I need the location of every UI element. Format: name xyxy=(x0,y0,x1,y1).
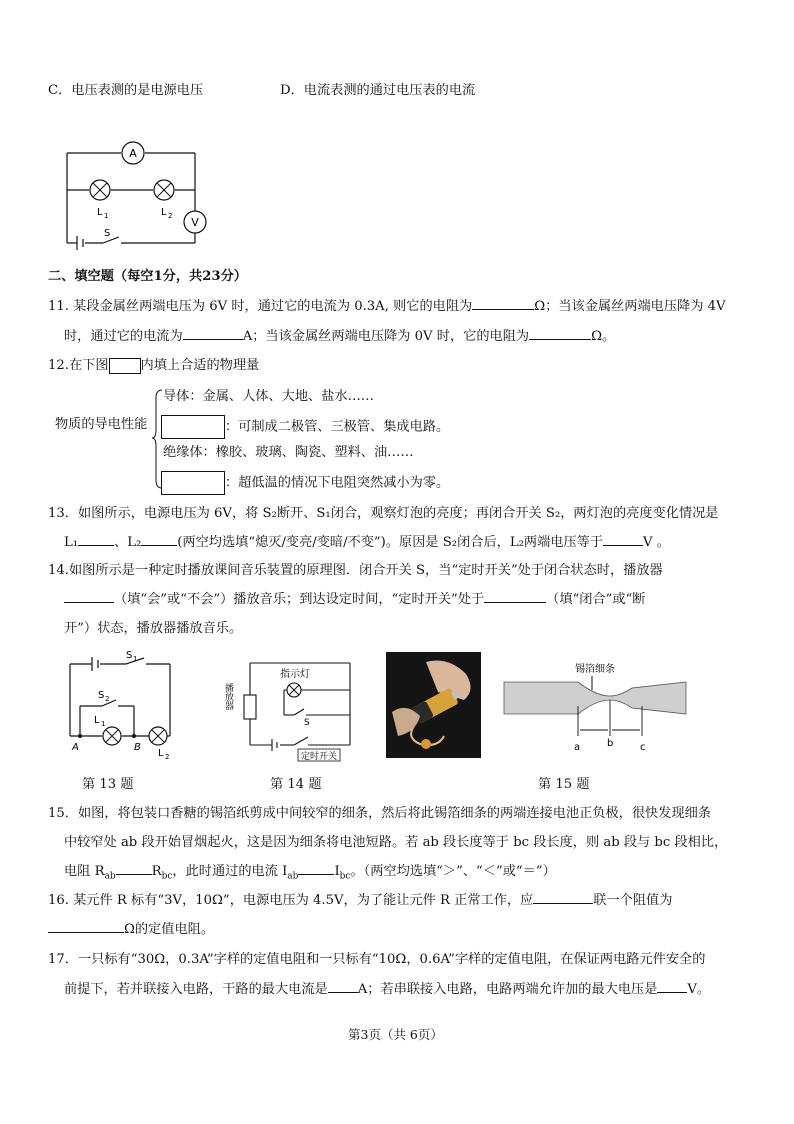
q12-branch-1: 导体：金属、人体、大地、盐水…… xyxy=(163,389,374,404)
question-13-line1: 13．如图所示，电源电压为 6V，将 S₂断开、S₁闭合，观察灯泡的亮度；再闭合开关 S₂，两灯泡的亮度变化情况是 xyxy=(48,506,719,521)
q12-box-2 xyxy=(161,471,225,495)
lamp2-label-sub: 2 xyxy=(168,212,173,220)
fig13-l2-sub: 2 xyxy=(165,753,170,761)
question-17-line1: 17．一只标有“30Ω，0.3A”字样的定值电阻和一只标有“10Ω，0.6A”字样的定值电阻，在保证两电路元件安全的 xyxy=(48,952,706,967)
q11-blank-2 xyxy=(183,339,243,340)
question-15-line1: 15．如图，将包装口香糖的锡箔纸剪成中间较窄的细条，然后将此锡箔细条的两端连接电池正负极，很快发现细条 xyxy=(48,806,711,821)
battery-foil-photo xyxy=(386,652,481,758)
fig13-lamp1-icon xyxy=(103,727,121,745)
question-11-line1: 11. 某段金属丝两端电压为 6V 时，通过它的电流为 0.3A, 则它的电阻为 Ω；当该金属丝两端电压降为 4V xyxy=(48,299,726,314)
figure-13-circuit xyxy=(62,650,192,760)
option-c: C．电压表测的是电源电压 xyxy=(48,83,204,98)
fig13-point-a: A xyxy=(72,742,79,753)
q16-blank-1 xyxy=(533,903,593,904)
q13-blank-1 xyxy=(78,545,114,546)
q13-blank-3 xyxy=(603,545,643,546)
figure-15-foil-strip xyxy=(500,660,690,755)
fig15-point-b: b xyxy=(607,738,614,749)
q12-root: 物质的导电性能 xyxy=(55,417,148,432)
q15-blank-2 xyxy=(298,874,334,875)
question-14-line2: （填“会”或“不会”）播放音乐；到达设定时间，“定时开关”处于 （填“闭合”或“断 xyxy=(64,591,646,609)
fig15-foil-label: 锡箔细条 xyxy=(575,664,615,675)
q12-box-sample xyxy=(109,358,141,374)
voltmeter-icon xyxy=(184,211,206,233)
fig14-s-label: S xyxy=(304,718,310,728)
figure-15-caption: 第 15 题 xyxy=(538,777,590,792)
question-15-line3: 电阻 $R_{ab}$ $R_{bc}$，此时通过的电流 $I_{ab}$ $I_{bc}$。（两空均选填“＞”、“＜”或“＝”） xyxy=(64,864,556,882)
figure-13-caption: 第 13 题 xyxy=(82,777,134,792)
fig13-l1-sub: 1 xyxy=(101,720,106,728)
question-16-line2: Ω的定值电阻。 xyxy=(48,921,214,939)
q17-blank-1 xyxy=(328,992,358,993)
fig13-s1-sub: 1 xyxy=(133,655,138,663)
q17-blank-2 xyxy=(657,992,687,993)
fig13-s2-label: S xyxy=(98,690,105,701)
fig15-point-c: c xyxy=(640,742,646,753)
q12-branch-3: 绝缘体：橡胶、玻璃、陶瓷、塑料、油…… xyxy=(163,445,414,460)
question-11-line2: 时，通过它的电流为 A；当该金属丝两端电压降为 0V 时，它的电阻为 Ω。 xyxy=(64,329,616,344)
fig14-player-label: 播放器 xyxy=(223,683,233,710)
question-14-line1: 14.如图所示是一种定时播放课间音乐装置的原理图．闭合开关 S，当“定时开关”处于闭合状态时，播放器 xyxy=(48,563,663,578)
q12-box-1 xyxy=(161,415,225,439)
question-14-line3: 开”）状态，播放器播放音乐。 xyxy=(64,621,243,636)
q11-blank-3 xyxy=(529,339,591,340)
fig14-timer-label: 定时开关 xyxy=(301,752,338,762)
svg-text:V: V xyxy=(191,216,199,229)
fig14-lamp-label: 指示灯 xyxy=(280,669,310,680)
lamp1-label: L xyxy=(97,207,103,218)
lamp2-icon xyxy=(154,180,174,200)
fig15-point-a: a xyxy=(574,742,581,753)
q15-blank-1 xyxy=(116,874,152,875)
q16-blank-2 xyxy=(48,932,124,933)
switch-label: S xyxy=(104,228,111,239)
q12-branch-4: ：超低温的情况下电阻突然减小为零。 xyxy=(161,471,449,495)
figure-14-caption: 第 14 题 xyxy=(270,777,322,792)
fig13-s2-sub: 2 xyxy=(105,695,110,703)
q13-blank-2 xyxy=(141,545,177,546)
fig13-lamp2-icon xyxy=(149,727,167,745)
lamp2-label: L xyxy=(161,207,167,218)
fig13-l2-label: L xyxy=(158,748,164,759)
question-13-line2: L₁ 、L₂ (两空均选填“熄灭/变亮/变暗/不变”)。原因是 S₂闭合后，L₂两端电压等于 V 。 xyxy=(64,535,670,550)
q14-blank-1 xyxy=(64,602,114,603)
question-12-title: 12.在下图 内填上合适的物理量 xyxy=(48,358,260,373)
circuit-diagram-top xyxy=(55,135,215,255)
page-number: 第3页（共 6页） xyxy=(348,1027,443,1042)
fig14-lamp-icon xyxy=(287,683,301,697)
fig13-point-b: B xyxy=(134,742,141,753)
lamp1-icon xyxy=(90,180,110,200)
question-17-line2: 前提下，若并联接入电路，干路的最大电流是 A；若串联接入电路，电路两端允许加的最大电压是 V。 xyxy=(64,982,711,997)
svg-text:A: A xyxy=(129,147,137,160)
q11-blank-1 xyxy=(472,309,534,310)
ammeter-icon xyxy=(122,142,144,164)
fig13-l1-label: L xyxy=(94,715,100,726)
q12-branch-2: ：可制成二极管、三极管、集成电路。 xyxy=(161,415,449,439)
fig13-s1-label: S xyxy=(126,650,133,661)
figure-14-circuit xyxy=(222,655,362,765)
option-d: D．电流表测的通过电压表的电流 xyxy=(280,83,476,98)
lamp1-label-sub: 1 xyxy=(104,212,109,220)
question-16-line1: 16. 某元件 R 标有“3V，10Ω”，电源电压为 4.5V，为了能让元件 R 正常工作，应 联一个阻值为 xyxy=(48,893,673,908)
question-15-line2: 中较窄处 ab 段开始冒烟起火，这是因为细条将电池短路。若 ab 段长度等于 bc 段长度，则 ab 段与 bc 段相比， xyxy=(64,835,728,850)
section-title: 二、填空题（每空1分，共23分） xyxy=(48,269,247,284)
q14-blank-2 xyxy=(484,602,546,603)
